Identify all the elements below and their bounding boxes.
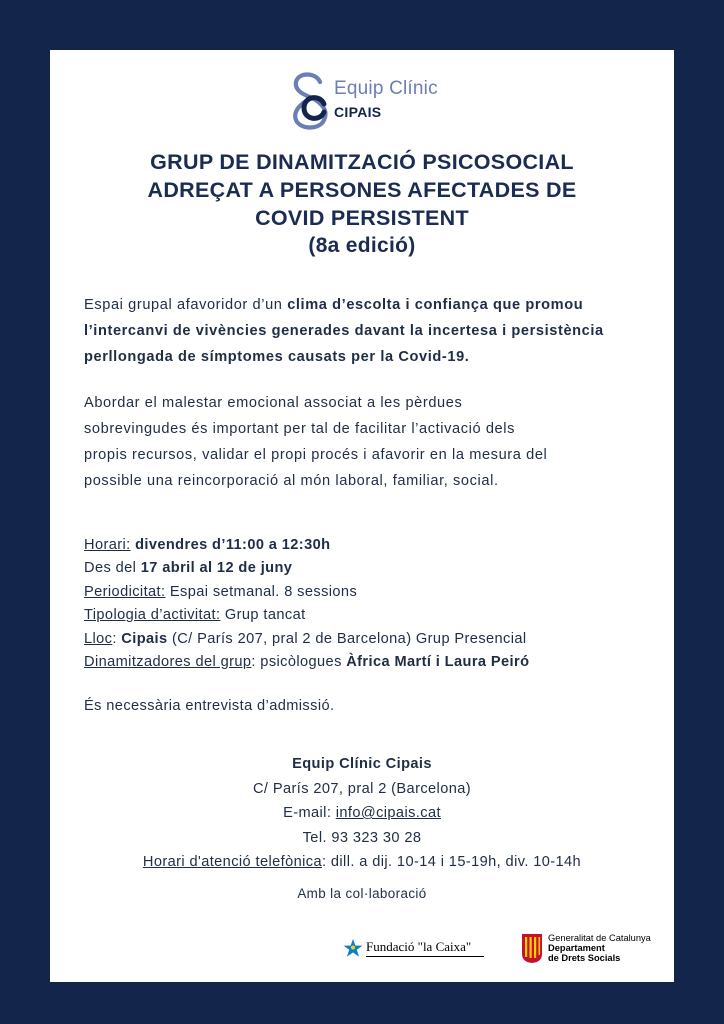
collaboration-label: Amb la col·laboració — [297, 886, 427, 901]
body-line: sobrevingudes és important per tal de facilitar l’activació dels — [84, 421, 516, 437]
contact-block — [70, 752, 654, 875]
hours-value: : dill. a dij. 10-14 i 15-19h, div. 10-14h — [321, 854, 582, 870]
gen-line2: Departament — [548, 943, 605, 953]
admission-note: És necessària entrevista d’admissió. — [84, 698, 335, 714]
hours-label: Horari d'atenció telefònica — [142, 854, 322, 870]
email-label: E-mail: — [283, 805, 336, 821]
star-icon — [342, 938, 364, 958]
tipologia-value: Grup tancat — [220, 607, 306, 624]
intro-highlight: perllongada de símptomes causats per la Covid-19. — [84, 349, 470, 365]
intro-paragraph — [84, 292, 650, 370]
lloc-place: Cipais — [121, 630, 168, 647]
lacaixa-text: Fundació "la Caixa" — [366, 939, 472, 954]
horari-value: divendres d’11:00 a 12:30h — [135, 537, 331, 553]
body-line: propis recursos, validar el propi procés i afavorir en la mesura del — [84, 447, 548, 463]
logo-name: Equip Clínic — [334, 78, 438, 99]
detail-tipologia — [84, 604, 650, 627]
dates-value: 17 abril al 12 de juny — [140, 560, 293, 577]
details-list — [84, 534, 650, 674]
contact-phone: Tel. 93 323 30 28 — [302, 829, 422, 846]
lloc-colon: : — [112, 630, 122, 647]
intro-highlight: clima d’escolta i confiança que promou — [287, 297, 584, 313]
gen-line1: Generalitat de Catalunya — [548, 933, 651, 943]
detail-lloc — [84, 628, 650, 651]
tipologia-label: Tipologia d’activitat: — [84, 607, 221, 624]
body-line: possible una reincorporació al món laboral, familiar, social. — [84, 473, 499, 489]
email-link[interactable]: info@cipais.cat — [335, 805, 441, 821]
lacaixa-underline — [366, 956, 484, 957]
cipais-logo — [290, 68, 490, 132]
detail-periodicitat — [84, 581, 650, 604]
title-line: COVID PERSISTENT — [255, 206, 469, 230]
generalitat-text — [548, 933, 651, 963]
page-title — [70, 148, 654, 260]
contact-hours — [70, 850, 654, 875]
dinam-names: Àfrica Martí i Laura Peiró — [346, 654, 530, 671]
logo-subtitle: CIPAIS — [334, 104, 382, 120]
title-edition: (8a edició) — [308, 234, 416, 257]
contact-name: Equip Clínic Cipais — [292, 756, 432, 772]
intro-text: Espai grupal afavoridor d’un — [84, 297, 288, 313]
detail-horari — [84, 534, 650, 557]
contact-email-line — [70, 801, 654, 826]
cipais-logo-icon — [290, 68, 330, 132]
body-line: Abordar el malestar emocional associat a les pèrdues — [84, 395, 463, 411]
dinam-label: Dinamitzadores del grup — [84, 654, 252, 671]
title-line: ADREÇAT A PERSONES AFECTADES DE — [147, 178, 577, 202]
detail-dates — [84, 557, 650, 580]
gen-line3: de Drets Socials — [548, 953, 621, 963]
contact-address: C/ París 207, pral 2 (Barcelona) — [252, 780, 472, 797]
detail-dinamitzadores — [84, 651, 650, 674]
document-page — [50, 50, 674, 982]
horari-label: Horari: — [84, 537, 131, 553]
body-paragraph — [84, 390, 650, 494]
periodicitat-value: Espai setmanal. 8 sessions — [165, 583, 358, 600]
lloc-label: Lloc — [84, 630, 113, 647]
intro-highlight: l’intercanvi de vivències generades davant la incertesa i persistència — [84, 323, 604, 339]
periodicitat-label: Periodicitat: — [84, 583, 166, 600]
dates-prefix: Des del — [84, 560, 141, 577]
title-line: GRUP DE DINAMITZACIÓ PSICOSOCIAL — [150, 150, 574, 174]
lloc-rest: (C/ París 207, pral 2 de Barcelona) Grup Presencial — [167, 630, 527, 647]
dinam-mid: : psicòlogues — [251, 654, 347, 671]
generalitat-emblem-icon — [520, 932, 544, 964]
